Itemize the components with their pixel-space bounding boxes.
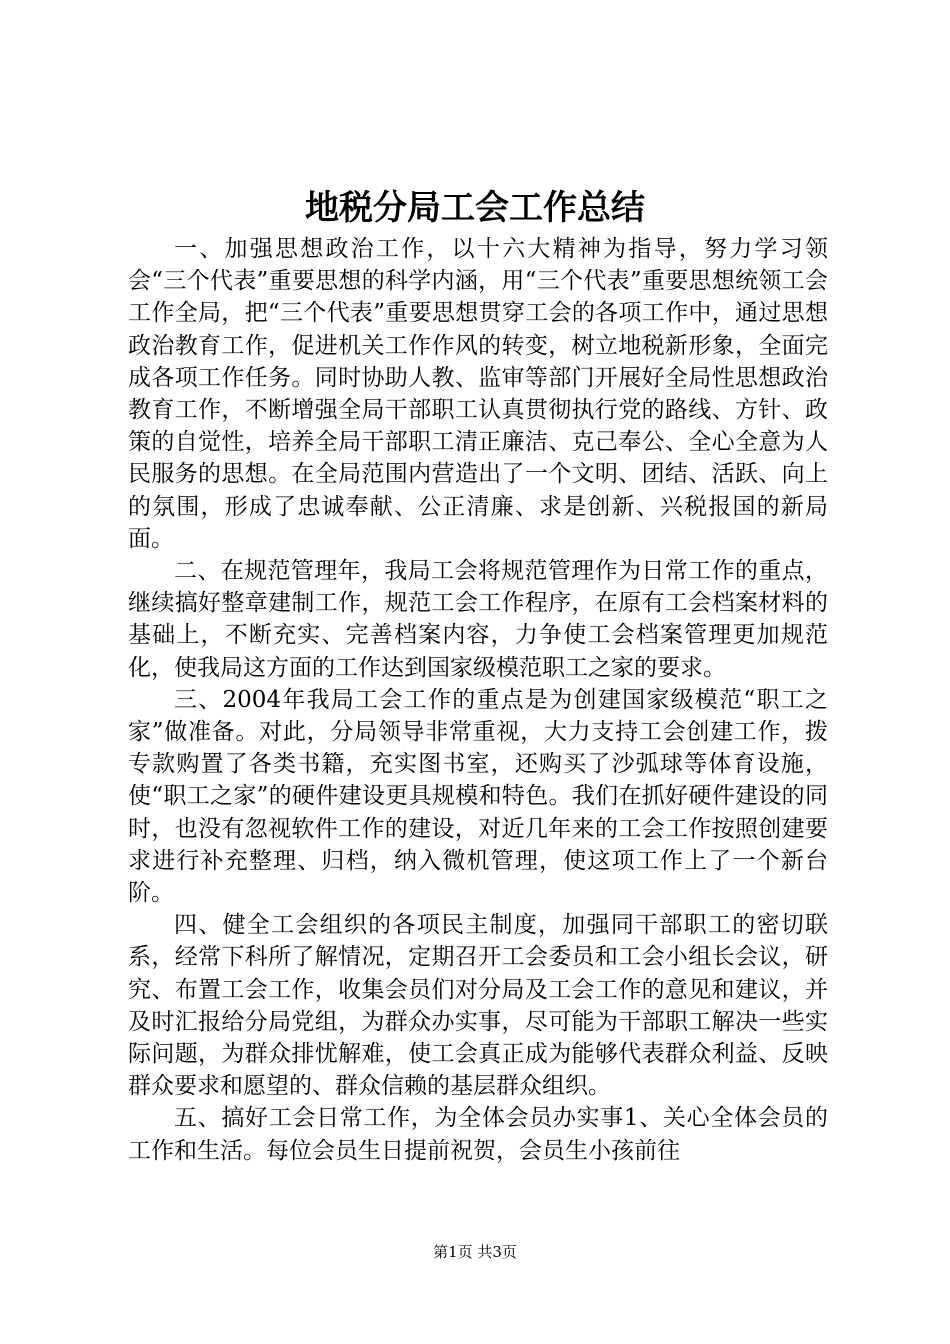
page-footer: 第1页 共3页 bbox=[433, 1243, 517, 1261]
paragraph-1: 一、加强思想政治工作，以十六大精神为指导，努力学习领会“三个代表”重要思想的科学内涵，用“三个代表”重要思想统领工会工作全局，把“三个代表”重要思想贯穿工会的各项工作中，通过思想政治教育工作，促进机关工作作风的转变，树立地税新形象，全面完成各项工作任务。同时协助人教、监审等部门开展好全局性思想政治教育工作，不断增强全局干部职工认真贯彻执行党的路线、方针、政策的自觉性，培养全局干部职工清正廉洁、克己奉公、全心全意为人民服务的思想。在全局范围内营造出了一个文明、团结、活跃、向上的氛围，形成了忠诚奉献、公正清廉、求是创新、兴税报国的新局面。 bbox=[128, 236, 828, 552]
paragraph-2: 二、在规范管理年，我局工会将规范管理作为日常工作的重点，继续搞好整章建制工作，规范工会工作程序，在原有工会档案材料的基础上，不断充实、完善档案内容，力争使工会档案管理更加规范化，使我局这方面的工作达到国家级模范职工之家的要求。 bbox=[128, 558, 828, 681]
paragraph-5: 五、搞好工会日常工作，为全体会员办实事1、关心全体会员的工作和生活。每位会员生日提前祝贺，会员生小孩前往 bbox=[128, 1105, 828, 1164]
paragraph-4: 四、健全工会组织的各项民主制度，加强同干部职工的密切联系，经常下科所了解情况，定期召开工会委员和工会小组长会议，研究、布置工会工作，收集会员们对分局及工会工作的意见和建议，并及时汇报给分局党组，为群众办实事，尽可能为干部职工解决一些实际问题，为群众排忧解难，使工会真正成为能够代表群众利益、反映群众要求和愿望的、群众信赖的基层群众组织。 bbox=[128, 912, 828, 1100]
document-title: 地税分局工会工作总结 bbox=[305, 188, 645, 228]
paragraph-3: 三、2004年我局工会工作的重点是为创建国家级模范“职工之家”做准备。对此，分局领导非常重视，大力支持工会创建工作，拨专款购置了各类书籍，充实图书室，还购买了沙弧球等体育设施，使“职工之家”的硬件建设更具规模和特色。我们在抓好硬件建设的同时，也没有忽视软件工作的建设，对近几年来的工会工作按照创建要求进行补充整理、归档，纳入微机管理，使这项工作上了一个新台阶。 bbox=[128, 686, 828, 907]
document-body bbox=[128, 233, 828, 1167]
